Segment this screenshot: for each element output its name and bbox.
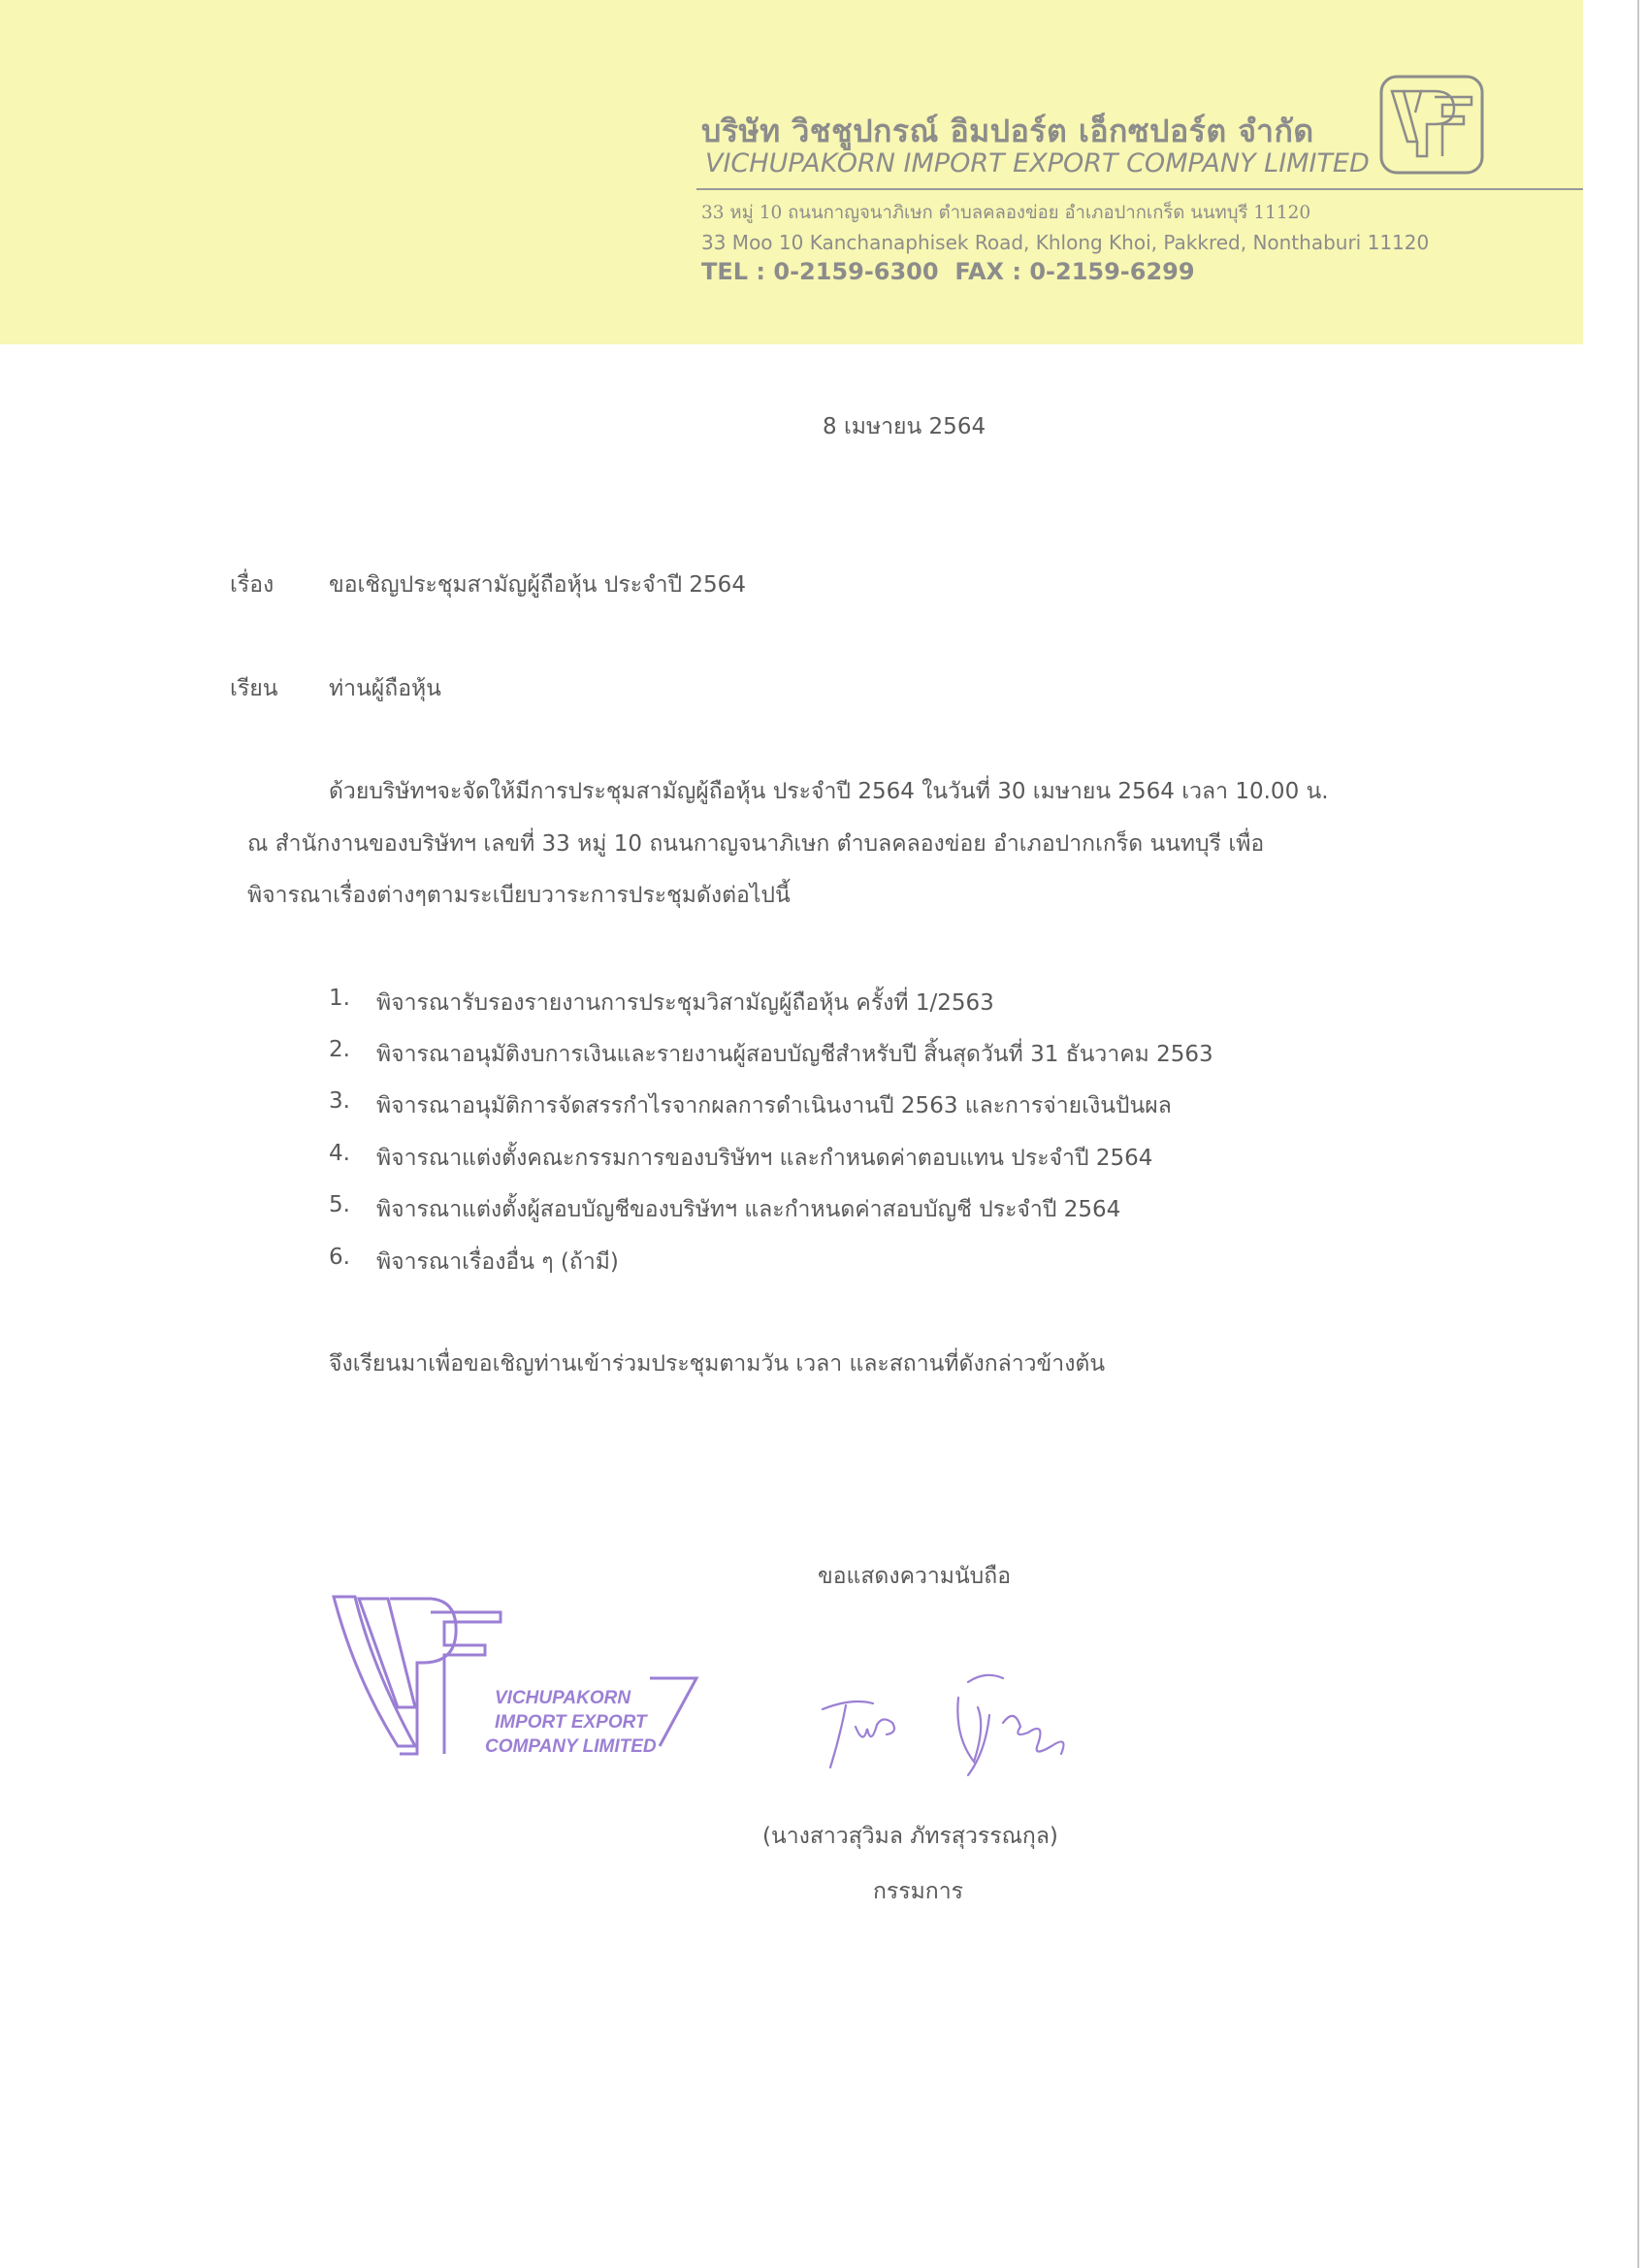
- vpf-logo-icon: [1378, 74, 1485, 176]
- stamp-line: COMPANY LIMITED: [485, 1736, 657, 1757]
- recipient-text: ท่านผู้ถือหุ้น: [329, 676, 441, 701]
- stamp-line: VICHUPAKORN: [495, 1688, 631, 1708]
- signer-name: (นางสาวสุวิมล ภัทรสุวรรณกุล): [762, 1824, 1058, 1849]
- company-name-thai: บริษัท วิชชูปกรณ์ อิมปอร์ต เอ็กซปอร์ต จำกัด: [701, 113, 1314, 149]
- address-thai: 33 หมู่ 10 ถนนกาญจนาภิเษก ตำบลคลองข่อย อำเภอปากเกร็ด นนทบุรี 11120: [701, 203, 1311, 223]
- agenda-number: 6.: [329, 1245, 350, 1270]
- agenda-item: พิจารณาแต่งตั้งผู้สอบบัญชีของบริษัทฯ และกำหนดค่าสอบบัญชี ประจำปี 2564: [376, 1197, 1121, 1222]
- closing-line: จึงเรียนมาเพื่อขอเชิญท่านเข้าร่วมประชุมตามวัน เวลา และสถานที่ดังกล่าวข้างต้น: [329, 1351, 1106, 1377]
- company-stamp: [330, 1591, 708, 1761]
- body-line: ณ สำนักงานของบริษัทฯ เลขที่ 33 หมู่ 10 ถนนกาญจนาภิเษก ตำบลคลองข่อย อำเภอปากเกร็ด นนทบุรี เพื่อ: [247, 831, 1265, 857]
- regards-line: ขอแสดงความนับถือ: [818, 1564, 1012, 1589]
- contact-line: [701, 258, 1195, 285]
- telephone: TEL : 0-2159-6300: [701, 258, 939, 285]
- agenda-item: พิจารณาเรื่องอื่น ๆ (ถ้ามี): [376, 1249, 619, 1275]
- body-line: ด้วยบริษัทฯจะจัดให้มีการประชุมสามัญผู้ถือหุ้น ประจำปี 2564 ในวันที่ 30 เมษายน 2564 เวลา 10.00 น.: [329, 779, 1329, 804]
- handwritten-signature: [813, 1669, 1094, 1785]
- address-english: 33 Moo 10 Kanchanaphisek Road, Khlong Khoi, Pakkred, Nonthaburi 11120: [701, 231, 1430, 254]
- agenda-number: 2.: [329, 1037, 350, 1062]
- subject-text: ขอเชิญประชุมสามัญผู้ถือหุ้น ประจำปี 2564: [329, 572, 746, 598]
- agenda-number: 4.: [329, 1141, 350, 1166]
- letter-date: 8 เมษายน 2564: [823, 414, 986, 439]
- agenda-number: 1.: [329, 986, 350, 1011]
- scan-edge: [1637, 0, 1639, 2268]
- stamp-line: IMPORT EXPORT: [495, 1712, 647, 1733]
- agenda-item: พิจารณาแต่งตั้งคณะกรรมการของบริษัทฯ และกำหนดค่าตอบแทน ประจำปี 2564: [376, 1146, 1153, 1171]
- subject-label: เรื่อง: [230, 572, 275, 598]
- agenda-item: พิจารณาอนุมัติงบการเงินและรายงานผู้สอบบัญชีสำหรับปี สิ้นสุดวันที่ 31 ธันวาคม 2563: [376, 1042, 1213, 1067]
- agenda-number: 3.: [329, 1088, 350, 1114]
- fax: FAX : 0-2159-6299: [954, 258, 1195, 285]
- agenda-item: พิจารณาอนุมัติการจัดสรรกำไรจากผลการดำเนินงานปี 2563 และการจ่ายเงินปันผล: [376, 1093, 1172, 1118]
- body-line: พิจารณาเรื่องต่างๆตามระเบียบวาระการประชุมดังต่อไปนี้: [247, 883, 791, 908]
- agenda-item: พิจารณารับรองรายงานการประชุมวิสามัญผู้ถือหุ้น ครั้งที่ 1/2563: [376, 990, 994, 1016]
- recipient-label: เรียน: [230, 676, 278, 701]
- signer-title: กรรมการ: [873, 1879, 963, 1904]
- letterhead-divider: [696, 188, 1583, 190]
- company-name-english: VICHUPAKORN IMPORT EXPORT COMPANY LIMITED: [705, 148, 1370, 178]
- agenda-number: 5.: [329, 1192, 350, 1217]
